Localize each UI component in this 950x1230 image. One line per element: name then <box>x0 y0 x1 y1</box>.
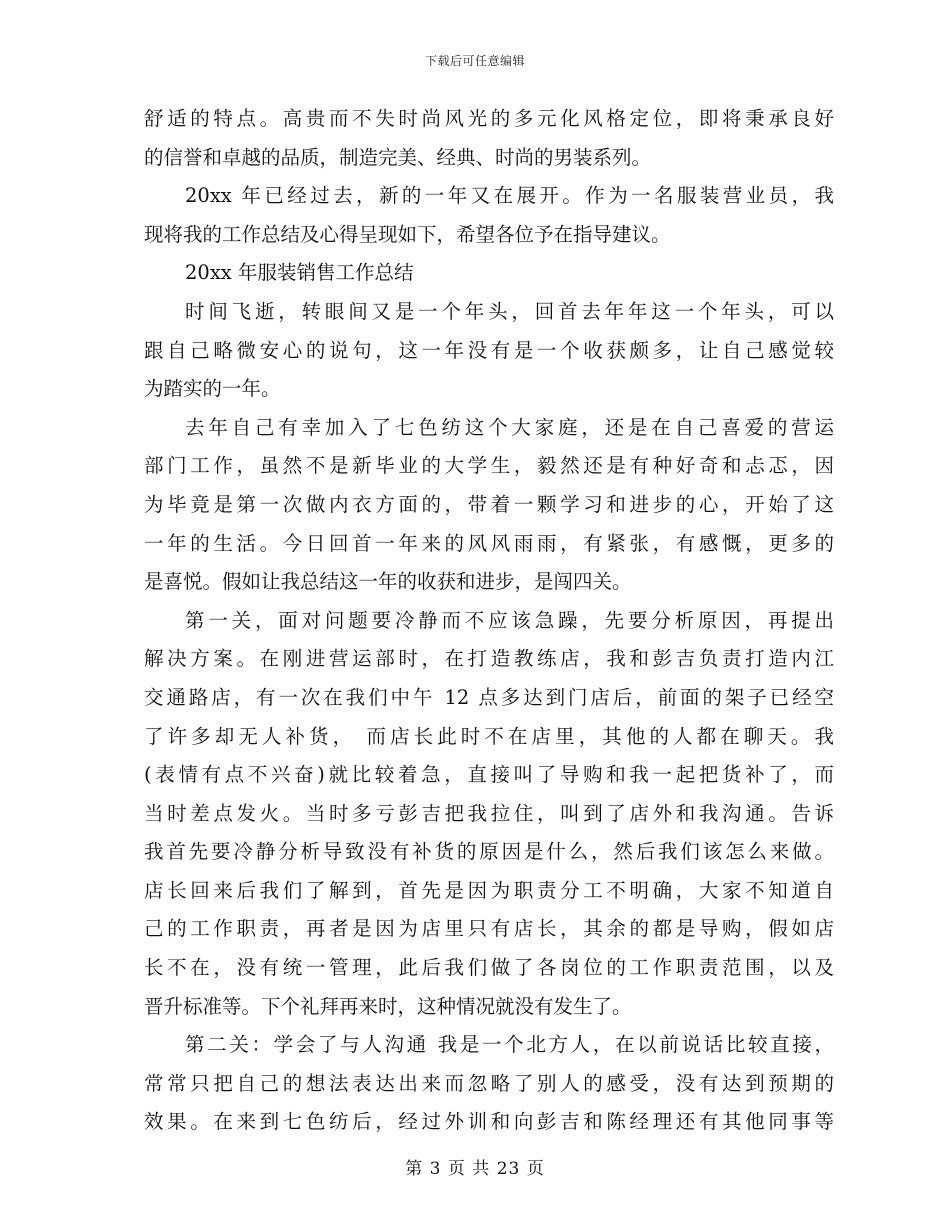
page-footer: 第 3 页 共 23 页 <box>405 1159 545 1179</box>
text-line: 当时差点发火。当时多亏彭吉把我拉住，叫到了店外和我沟通。告诉 <box>144 801 834 825</box>
text-line: 我首先要冷静分析导致没有补货的原因是什么，然后我们该怎么来做。 <box>144 840 834 864</box>
text-line: 跟自己略微安心的说句，这一年没有是一个收获颇多，让自己感觉较 <box>144 338 834 362</box>
text-line: 效果。在来到七色纺后，经过外训和向彭吉和陈经理还有其他同事等 <box>144 1110 834 1134</box>
text-line: (表情有点不兴奋)就比较着急，直接叫了导购和我一起把货补了，而 <box>144 763 834 787</box>
text-line: 店长回来后我们了解到，首先是因为职责分工不明确，大家不知道自 <box>144 878 834 902</box>
text-line: 是喜悦。假如让我总结这一年的收获和进步，是闯四关。 <box>144 570 632 594</box>
text-line: 长不在，没有统一管理，此后我们做了各岗位的工作职责范围，以及 <box>144 956 834 980</box>
text-line: 现将我的工作总结及心得呈现如下，希望各位予在指导建议。 <box>144 222 671 246</box>
text-line: 的信誉和卓越的品质，制造完美、经典、时尚的男装系列。 <box>144 145 652 169</box>
text-line: 晋升标准等。下个礼拜再来时，这种情况就没有发生了。 <box>144 994 632 1018</box>
document-body <box>144 100 834 1142</box>
text-line: 去年自己有幸加入了七色纺这个大家庭，还是在自己喜爱的营运 <box>185 415 834 439</box>
text-line: 时间飞逝，转眼间又是一个年头，回首去年年这一个年头，可以 <box>185 299 834 323</box>
text-line: 一年的生活。今日回首一年来的风风雨雨，有紧张，有感慨，更多的 <box>144 531 834 555</box>
text-line: 20xx 年服装销售工作总结 <box>185 261 414 285</box>
text-line: 己的工作职责，再者是因为店里只有店长，其余的都是导购，假如店 <box>144 917 834 941</box>
text-line: 为毕竟是第一次做内衣方面的，带着一颗学习和进步的心，开始了这 <box>144 492 834 516</box>
page-header: 下载后可任意编辑 <box>424 54 525 68</box>
text-line: 了许多却无人补货， 而店长此时不在店里，其他的人都在聊天。我 <box>144 724 834 748</box>
text-line: 部门工作，虽然不是新毕业的大学生，毅然还是有种好奇和忐忑，因 <box>144 454 834 478</box>
text-line: 交通路店，有一次在我们中午 12 点多达到门店后，前面的架子已经空 <box>144 685 834 709</box>
text-line: 为踏实的一年。 <box>144 377 281 401</box>
text-line: 解决方案。在刚进营运部时，在打造教练店，我和彭吉负责打造内江 <box>144 647 834 671</box>
text-line: 20xx 年已经过去，新的一年又在展开。作为一名服装营业员，我 <box>185 184 834 208</box>
text-line: 常常只把自己的想法表达出来而忽略了别人的感受，没有达到预期的 <box>144 1071 834 1095</box>
text-line: 舒适的特点。高贵而不失时尚风光的多元化风格定位，即将秉承良好 <box>144 107 834 130</box>
text-line: 第一关，面对问题要冷静而不应该急躁，先要分析原因，再提出 <box>185 608 834 632</box>
text-line: 第二关：学会了与人沟通 我是一个北方人，在以前说话比较直接， <box>185 1033 834 1057</box>
